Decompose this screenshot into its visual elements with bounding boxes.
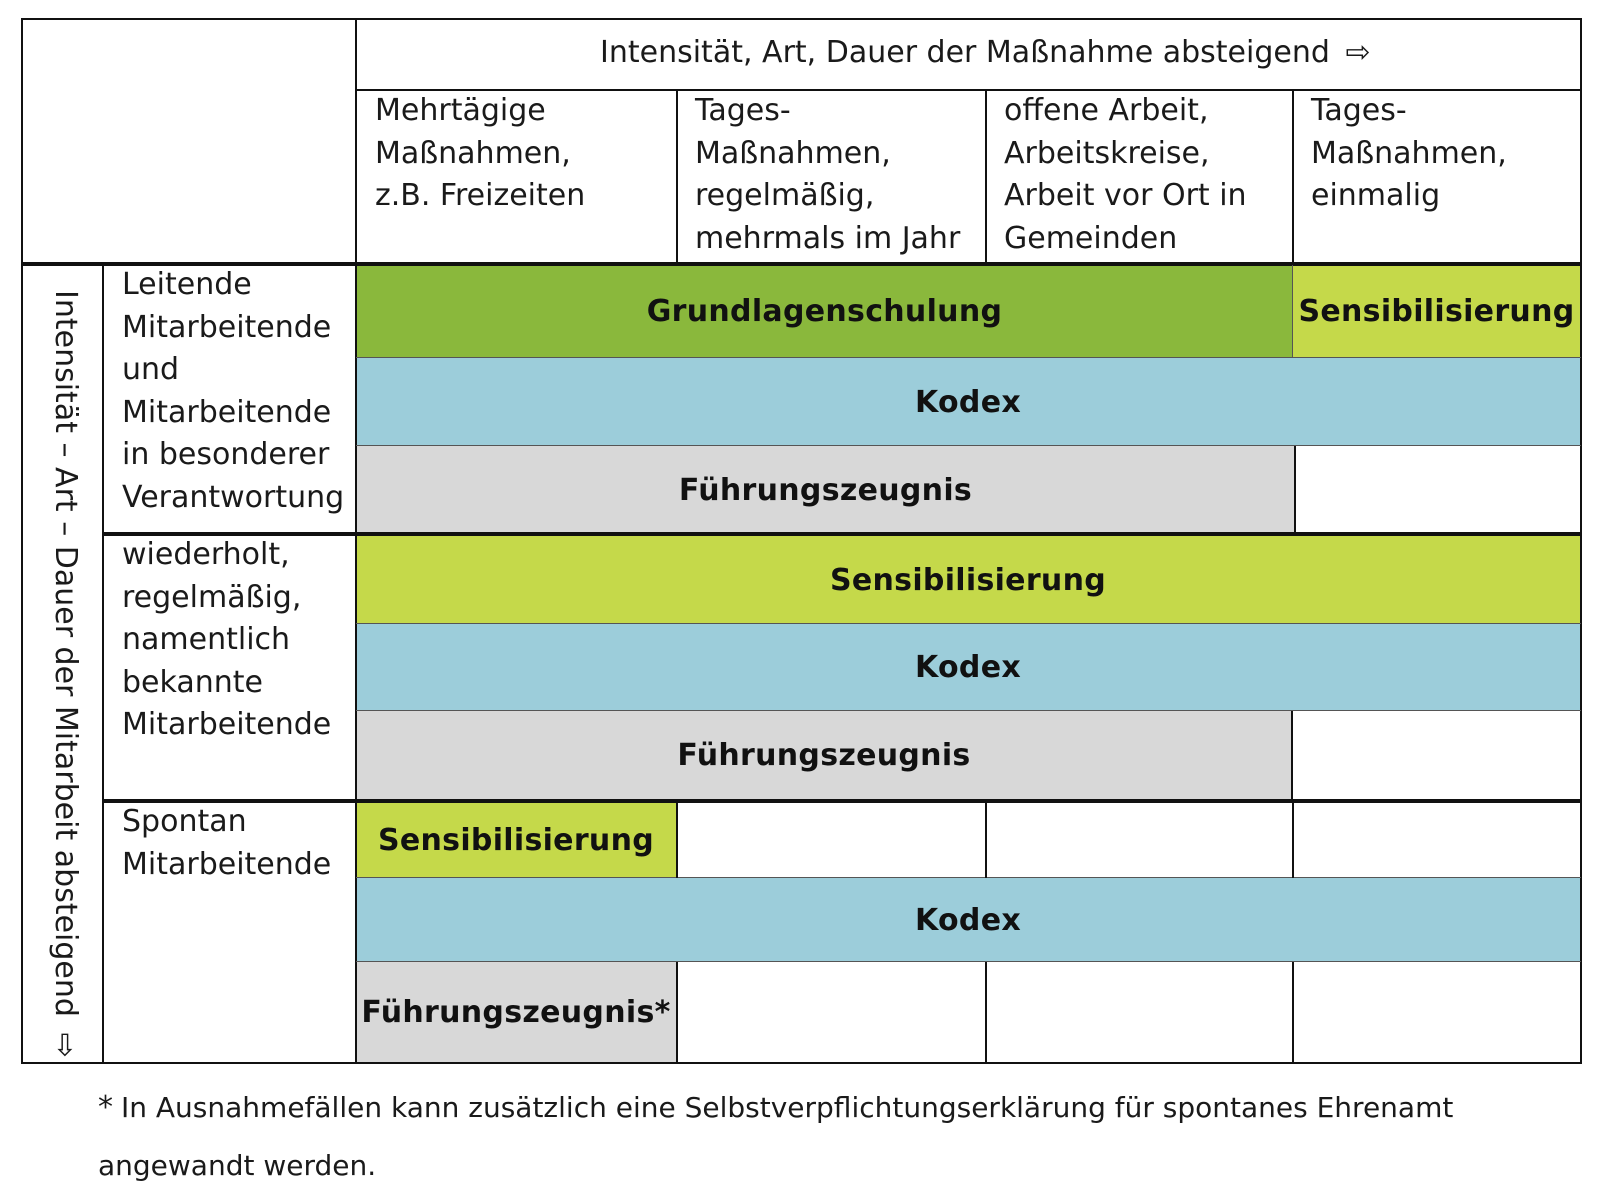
- group-label-spontan: Spontan Mitarbeitende: [122, 804, 332, 882]
- column-header-4: Tages- Maßnahmen, einmalig: [1311, 93, 1507, 213]
- bar-fuehrungszeugnis-g2: Führungszeugnis: [356, 711, 1292, 799]
- footnote-star: *: [98, 1090, 113, 1125]
- bar-sensibilisierung-g1: Sensibilisierung: [1293, 265, 1580, 358]
- bar-kodex-g3: Kodex: [356, 878, 1580, 962]
- bar-sensibilisierung-g2: Sensibilisierung: [356, 536, 1580, 624]
- side-axis-label: [47, 290, 83, 1065]
- bar-sensibilisierung-g3: Sensibilisierung: [356, 802, 676, 878]
- bar-fuehrungszeugnis-g3: Führungszeugnis*: [356, 962, 676, 1062]
- footnote: [98, 1088, 1453, 1128]
- column-header-2: Tages- Maßnahmen, regelmäßig, mehrmals im Jahr: [695, 93, 961, 256]
- bar-kodex-g1: Kodex: [356, 358, 1580, 446]
- column-header-1: Mehrtägige Maßnahmen, z.B. Freizeiten: [375, 93, 586, 213]
- down-arrow-icon: ⇩: [52, 1029, 78, 1065]
- group-label-wiederholt: wiederholt, regelmäßig, namentlich bekannte Mitarbeitende: [122, 537, 332, 742]
- column-header-3: offene Arbeit, Arbeitskreise, Arbeit vor Ort in Gemeinden: [1004, 93, 1247, 256]
- header-title: [600, 32, 1371, 75]
- bar-fuehrungszeugnis-g1: Führungszeugnis: [356, 446, 1295, 534]
- group-label-leitende: Leitende Mitarbeitende und Mitarbeitende in besonderer Verantwortung: [122, 267, 345, 515]
- side-axis-text: Intensität – Art – Dauer der Mitarbeit absteigend: [48, 290, 83, 1017]
- footnote-continued: angewandt werden.: [98, 1149, 377, 1182]
- bar-grundlagenschulung-g1: Grundlagenschulung: [356, 265, 1293, 358]
- header-title-text: Intensität, Art, Dauer der Maßnahme absteigend: [600, 35, 1330, 70]
- bar-kodex-g2: Kodex: [356, 624, 1580, 711]
- right-arrow-icon: ⇨: [1345, 35, 1371, 70]
- footnote-line1: In Ausnahmefällen kann zusätzlich eine Selbstverpflichtungserklärung für spontanes Ehrenamt: [121, 1091, 1454, 1124]
